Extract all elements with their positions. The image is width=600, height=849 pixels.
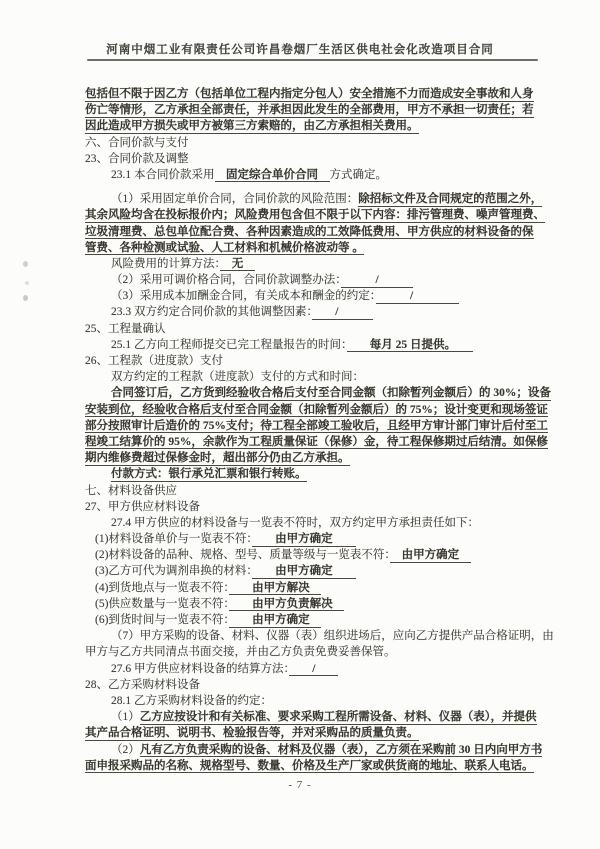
contract-line [85,612,545,628]
contract-line [85,288,545,304]
filled-in-text: 其产品合格证明、说明书、检验报告等，并对采购品的质量负责。 [85,727,419,740]
contract-line [85,135,545,151]
template-text: 27.4 甲方供应的材料设备与一览表不符时，双方约定甲方承担责任如下： [111,516,479,529]
template-text: 25、工程量确认 [85,322,166,335]
filled-in-text: 每月 25 日提供。 [346,338,474,351]
scan-speck [25,281,29,285]
contract-line [85,483,545,499]
contract-line [85,644,545,660]
contract-line [85,742,545,758]
contract-line [85,304,545,320]
template-text: 七、材料设备供应 [85,484,177,497]
template-text: （2） [111,743,140,756]
contract-line [85,677,545,693]
template-text: （1）采用固定单价合同，合同价款的风险范围： [111,193,359,206]
template-text: 双方约定的工程款（进度款）支付的方式和时间： [111,371,364,384]
contract-line [85,369,545,385]
contract-line [85,418,548,434]
filled-in-text: / [289,662,339,675]
header-rule [87,59,538,61]
page-number: - 7 - [288,779,312,791]
contract-line [85,499,545,515]
contract-line [85,337,545,353]
template-text: (1)材料设备单价与一览表不符： [95,533,253,546]
contract-line [85,224,545,240]
template-text: 25.1 乙方向工程师提交已完工程量报告的时间： [111,338,347,351]
contract-line [85,191,545,207]
filled-in-text: 管费、各种检测或试验、人工材料和机械价格波动等 。 [85,241,364,254]
contract-line [85,86,545,102]
page-title: 河南中烟工业有限责任公司许昌卷烟厂生活区供电社会化改造项目合同 [106,44,494,56]
template-text: 23、合同价款及调整 [85,152,189,165]
contract-line [85,725,545,741]
filled-in-text: 面申报采购品的名称、规格型号、数量、价格及生产厂家或供货商的地址、联系人电话。 [85,759,534,772]
filled-in-text: 凡有乙方负责采购的设备、材料及仪器（表），乙方须在采购前 30 日内向甲方书 [139,743,543,756]
contract-line [85,321,545,337]
contract-line [85,151,545,167]
filled-in-text: 垃圾清理费、总包单位配合费、各种因素造成的工效降低费用、甲方供应的材料设备的保 [85,225,534,238]
contract-line [85,450,545,466]
template-text: 26、工程款（进度款）支付 [85,355,223,367]
contract-line [85,531,545,547]
template-text: 方式确定。 [329,168,387,181]
filled-in-text: 期内维修费超过保修金时，超出部分仍由乙方承担。 [85,452,350,465]
template-text: 23.1 本合同价款采用 [111,168,215,181]
contract-line [85,628,554,644]
contract-line [85,272,545,288]
filled-in-text: 部分按照审计后造价的 75%支付；待工程全部竣工验收后，且经甲方审计部门审计后付至工 [85,419,548,432]
contract-line [85,385,551,401]
filled-in-text: 合同签订后，乙方货到经验收合格后支付至合同金额（扣除暂列金额后）的 30%；设备 [111,387,551,400]
contract-line [85,563,545,579]
contract-line [85,207,545,223]
template-text: 甲方与乙方共同清点书面交接，并由乙方负责免费妥善保管。 [85,646,396,659]
template-text: 27、甲方供应材料设备 [85,500,200,513]
filled-in-text: 由甲方确定 [390,549,471,562]
template-text: 23.3 双方约定合同价款的其他调整因素： [111,306,313,319]
filled-in-text: 由甲方确定 [229,614,322,626]
filled-in-text: 付款方式：银行承兑汇票和银行转账。 [111,468,307,481]
contract-line [85,118,545,134]
contract-line [85,466,545,482]
contract-line [85,515,545,531]
filled-in-text: / [341,274,414,287]
filled-in-text: 由甲方确定 [252,565,356,578]
template-text: 28、乙方采购材料设备 [85,678,200,691]
template-text: （7）甲方采购的设备、材料、仪器（表）组织进场后，应向乙方提供产品合格证明，由 [111,630,554,643]
template-text: (2)材料设备的品种、规格、型号、质量等级与一览表不符： [95,549,391,562]
contract-line [85,580,545,596]
filled-in-text: 固定综合单价合同 [214,168,330,181]
contract-line [85,758,545,774]
filled-in-text: 包括但不限于因乙方（包括单位工程内指定分包人）安全措施不力而造成安全事故和人身 [85,88,534,100]
contract-line [85,256,545,272]
contract-line [85,353,545,369]
filled-in-text: 安装到位，经验收合格后支付至合同金额（扣除暂列金额后）的 75%；设计变更和现场签证 [85,403,548,416]
template-text: 28.1 乙方采购材料设备的约定： [111,694,272,707]
filled-in-text: 乙方应按设计和有关标准、要求采购工程所需设备、材料、仪器（表），并提供 [139,711,537,724]
contract-line [85,240,545,256]
scan-speck [23,261,28,267]
filled-in-text: 因此造成甲方损失或甲方被第三方索赔的，由乙方承担相关费用。 [85,120,419,133]
contract-line [85,547,545,563]
template-text: (5)供应数量与一览表不符： [95,597,230,610]
contract-line [85,102,545,118]
contract-line [85,709,545,725]
filled-in-text: / [312,306,373,319]
filled-in-text: 其余风险均含在投标报价内；风险费用包含但不限于以下内容：排污管理费、噪声管理费、 [85,209,545,222]
contract-line [85,596,545,612]
template-text: 27.6 甲方供应材料设备的结算方法： [111,662,290,675]
filled-in-text: 伤亡等情形，乙方承担全部责任，并承担因此发生的全部费用，甲方不承担一切责任；若 [85,104,534,117]
filled-in-text: / [375,290,460,303]
contract-line [85,402,548,418]
template-text: (6)到货时间与一览表不符： [95,614,230,626]
template-text: 六、合同价款与支付 [85,136,189,149]
template-text: （3）采用成本加酬金合同，有关成本和酬金的约定： [111,290,376,303]
contract-body [85,86,554,774]
template-text: （2）采用可调价格合同，合同价款调整办法： [111,274,341,287]
template-text: (3)乙方可代为调剂串换的材料： [95,565,253,578]
scan-speck [23,295,28,301]
contract-line [85,167,545,183]
template-text: 风险费用的计算方法： [111,257,221,270]
filled-in-text: 除招标文件及合同规定的范围之外， [358,193,543,206]
contract-line [85,661,545,677]
template-text: (4)到货地点与一览表不符： [95,581,230,594]
contract-line [85,693,545,709]
filled-in-text: 无 [220,257,255,270]
filled-in-text: 由甲方负责解决 [229,597,345,610]
contract-line [85,434,548,450]
filled-in-text: 由甲方解决 [229,581,322,594]
filled-in-text: 由甲方确定 [252,533,356,546]
template-text: （1） [111,711,140,724]
filled-in-text: 程竣工结算价的 95%，余款作为工程质量保证（保修）金，待工程保修期过后结清。如保修 [85,435,548,448]
